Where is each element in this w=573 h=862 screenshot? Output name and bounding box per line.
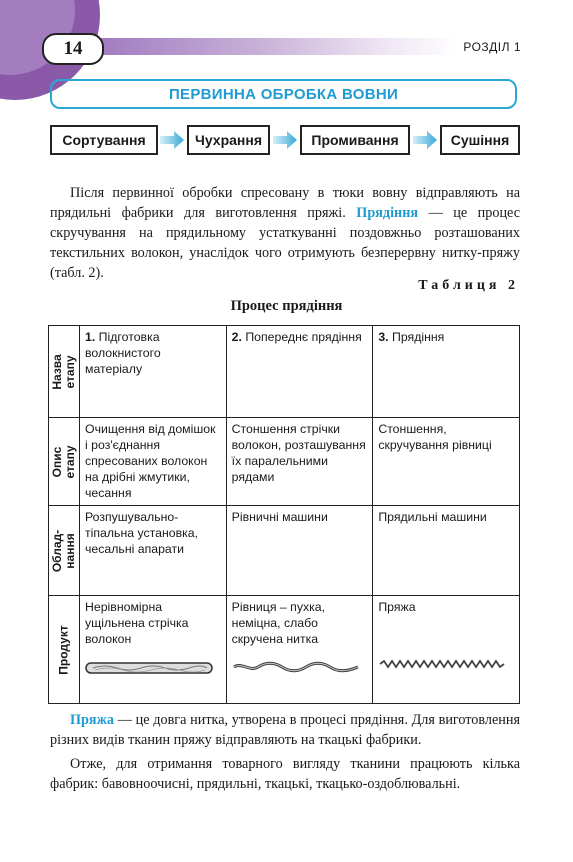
section-title: ПЕРВИННА ОБРОБКА ВОВНИ <box>168 85 399 103</box>
table-cell: 1. Підготовка волокнистого матеріалу <box>80 326 227 418</box>
table-cell: Нерівномірна ущільнена стрічка волокон <box>80 596 227 704</box>
intro-text-2: — це процес скручування на прядильному устаткуванні поздовжньо розташованих текстильних волокон, унаслідок чого отримують безперервну нитку-пряжу (табл. 2). <box>50 205 521 281</box>
table-title: Процес прядіння <box>230 298 343 314</box>
row-header-stage-name: Назва етапу <box>49 326 80 418</box>
spinning-process-table <box>48 325 520 704</box>
sliver-image <box>85 661 213 675</box>
row-header-product: Продукт <box>49 596 80 704</box>
row-header-equipment: Облад- нання <box>49 506 80 596</box>
row-header-stage-description: Опис етапу <box>49 418 80 506</box>
header-bar <box>96 38 458 55</box>
table-cell: Прядильні машини <box>373 506 520 596</box>
table-caption: Таблиця 2 <box>418 278 519 293</box>
yarn-image <box>378 659 506 669</box>
intro-text-1: Після первинної обробки спресовану в тюки вовну відправляють на прядильні фабрики для виготовлення пряжі. <box>50 185 520 221</box>
table-cell: Рівничні машини <box>226 506 373 596</box>
process-flow <box>50 125 520 157</box>
page-number: 14 <box>42 33 104 65</box>
term-spinning: Прядіння <box>356 205 419 221</box>
table-cell: Розпушувально-тіпальна установка, чесальні апарати <box>80 506 227 596</box>
roving-image <box>232 661 360 673</box>
flow-step-sorting: Сортування <box>50 125 158 155</box>
section-label: РОЗДІЛ 1 <box>463 40 521 54</box>
table-cell: Пряжа <box>373 596 520 704</box>
arrow-right-icon <box>160 131 184 149</box>
term-yarn: Пряжа <box>70 712 114 728</box>
table-cell: 2. Попереднє прядіння <box>226 326 373 418</box>
arrow-right-icon <box>273 131 297 149</box>
table-cell: 3. Прядіння <box>373 326 520 418</box>
outro-paragraphs <box>50 710 520 798</box>
table-cell: Стоншення, скручування рівниці <box>373 418 520 506</box>
table-cell: Рівниця – пухка, неміцна, слабо скручена нитка <box>226 596 373 704</box>
outro-text-1: — це довга нитка, утворена в процесі прядіння. Для виготовлення різних видів тканин пряжу відправляють на ткацькі фабрики. <box>50 712 520 748</box>
flow-step-carding: Чухрання <box>187 125 270 155</box>
section-title-box <box>50 79 517 109</box>
arrow-right-icon <box>413 131 437 149</box>
intro-paragraph <box>50 183 520 283</box>
flow-step-drying: Сушіння <box>440 125 520 155</box>
table-row <box>49 596 520 704</box>
table-cell: Стоншення стрічки волокон, розташування їх паралельними рядами <box>226 418 373 506</box>
table-row <box>49 326 520 418</box>
table-row <box>49 506 520 596</box>
table-row <box>49 418 520 506</box>
outro-text-2: Отже, для отримання товарного вигляду тканини працюють кілька фабрик: бавовноочисні, прядильні, ткацькі, ткацько-оздоблювальні. <box>50 756 520 792</box>
flow-step-washing: Промивання <box>300 125 410 155</box>
table-cell: Очищення від домішок і роз'єднання спресованих волокон на дрібні жмутики, чесання <box>80 418 227 506</box>
